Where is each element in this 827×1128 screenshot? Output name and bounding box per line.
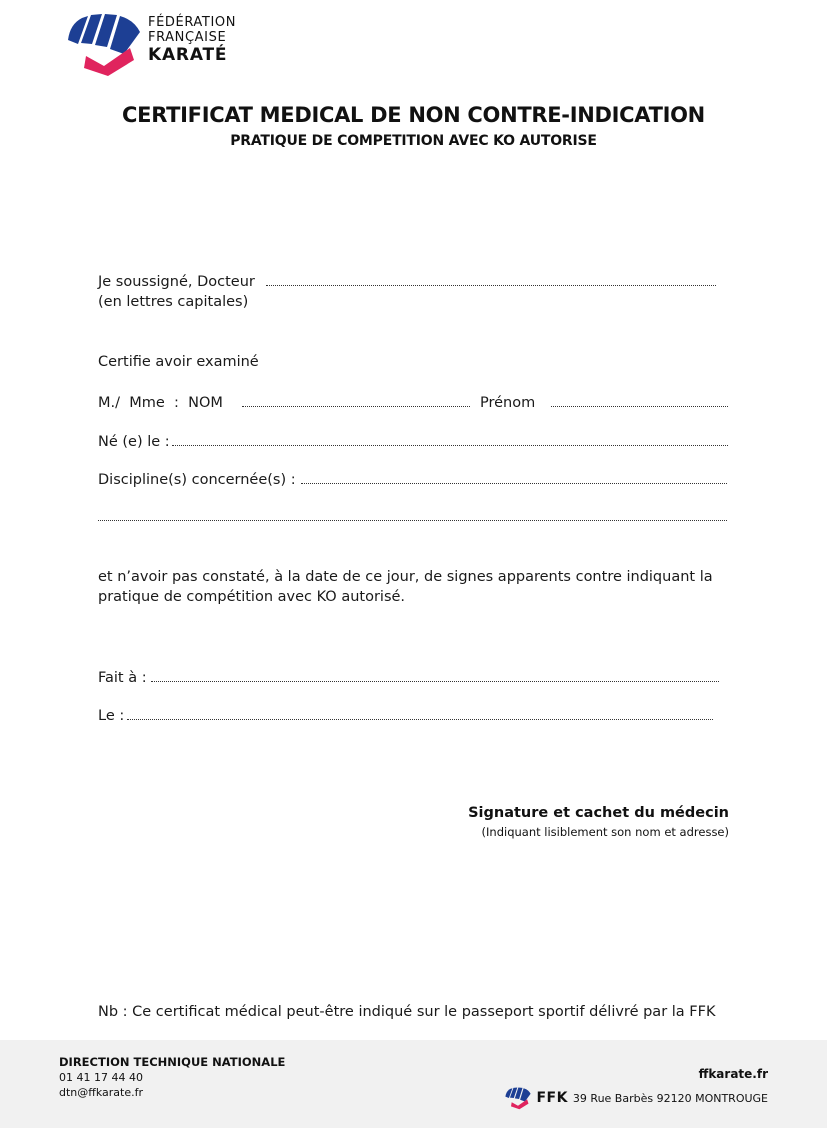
statement-line-2: pratique de compétition avec KO autorisé. bbox=[98, 589, 406, 605]
logo-line-1: FÉDÉRATION bbox=[148, 15, 237, 30]
doctor-hint: (en lettres capitales) bbox=[98, 294, 249, 310]
first-name-field[interactable] bbox=[551, 406, 728, 407]
discipline-field-extra[interactable] bbox=[98, 520, 727, 521]
note-text: Nb : Ce certificat médical peut-être indiqué sur le passeport sportif délivré par la FFK bbox=[98, 1004, 716, 1020]
discipline-label: Discipline(s) concernée(s) : bbox=[98, 472, 296, 488]
place-field[interactable] bbox=[151, 681, 719, 682]
signature-title: Signature et cachet du médecin bbox=[468, 805, 729, 821]
birth-date-field[interactable] bbox=[172, 445, 728, 446]
federation-name bbox=[148, 15, 236, 65]
doctor-name-field[interactable] bbox=[266, 285, 716, 286]
footer-phone: 01 41 17 44 40 bbox=[59, 1071, 143, 1084]
footer-website[interactable]: ffkarate.fr bbox=[698, 1067, 768, 1081]
footer-department: DIRECTION TECHNIQUE NATIONALE bbox=[59, 1055, 286, 1069]
doctor-label: Je soussigné, Docteur bbox=[98, 274, 255, 290]
document-subtitle: PRATIQUE DE COMPETITION AVEC KO AUTORISE bbox=[230, 133, 597, 149]
name-label: M./ Mme : NOM bbox=[98, 395, 223, 411]
footer-org-short: FFK bbox=[536, 1090, 568, 1106]
date-field[interactable] bbox=[127, 719, 713, 720]
footer-address: 39 Rue Barbès 92120 MONTROUGE bbox=[572, 1091, 768, 1105]
ffk-small-logo-icon bbox=[504, 1085, 532, 1111]
place-label: Fait à : bbox=[98, 670, 147, 686]
statement-line-1: et n’avoir pas constaté, à la date de ce jour, de signes apparents contre indiquant la bbox=[98, 569, 713, 585]
footer bbox=[0, 1040, 827, 1128]
firstname-label: Prénom bbox=[480, 395, 536, 411]
document-title: CERTIFICAT MEDICAL DE NON CONTRE-INDICATION bbox=[122, 103, 705, 127]
last-name-field[interactable] bbox=[242, 406, 470, 407]
footer-address-block bbox=[504, 1085, 768, 1111]
date-label: Le : bbox=[98, 708, 125, 724]
signature-hint: (Indiquant lisiblement son nom et adresse) bbox=[481, 825, 729, 839]
ffk-logo-icon bbox=[64, 10, 144, 78]
logo-line-3: KARATÉ bbox=[148, 45, 228, 65]
footer-email[interactable]: dtn@ffkarate.fr bbox=[59, 1086, 143, 1099]
certify-text: Certifie avoir examiné bbox=[98, 354, 259, 370]
logo-line-2: FRANÇAISE bbox=[148, 30, 227, 45]
discipline-field[interactable] bbox=[301, 483, 727, 484]
birth-label: Né (e) le : bbox=[98, 434, 170, 450]
